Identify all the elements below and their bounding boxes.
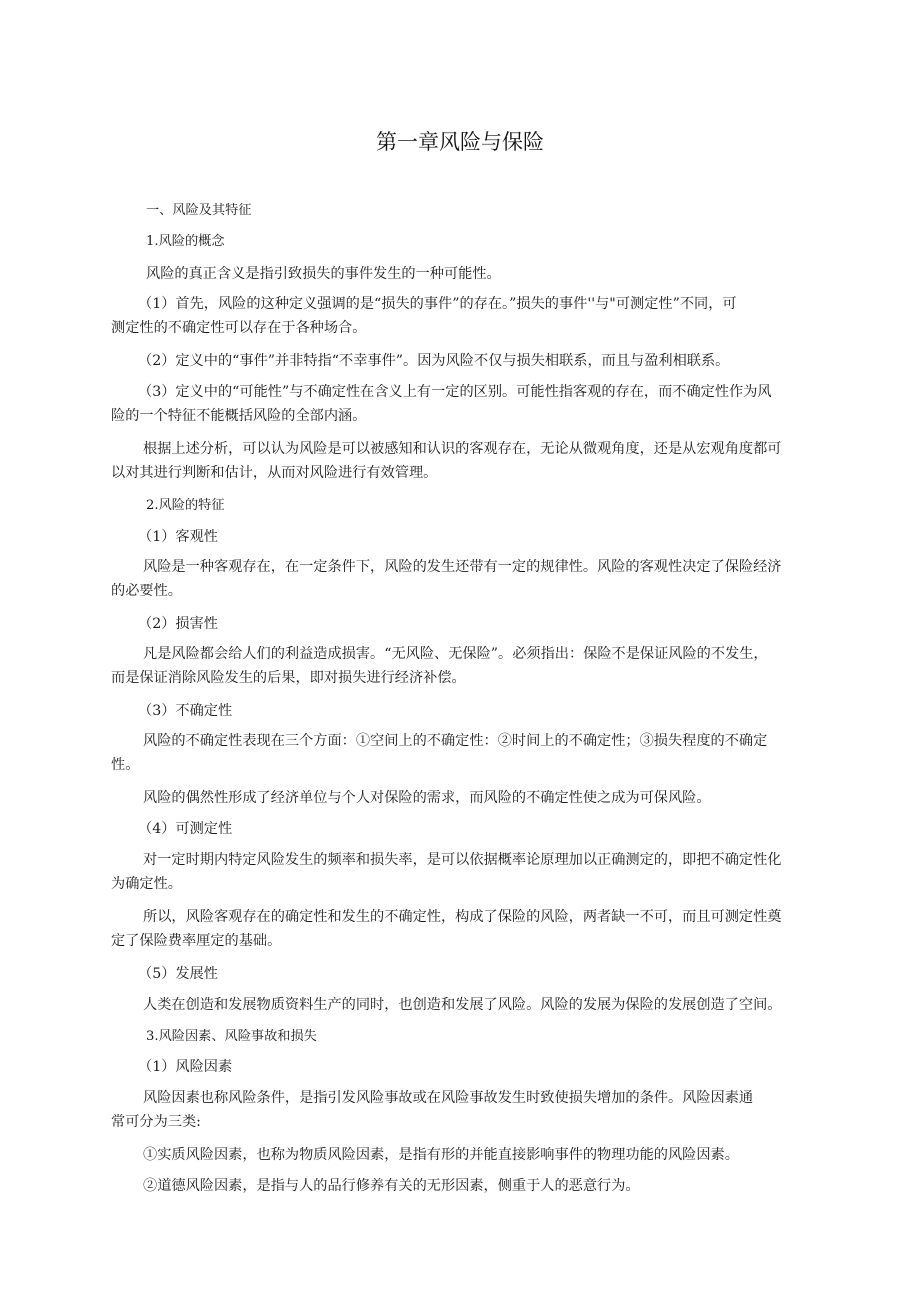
paragraph-contingency: 风险的偶然性形成了经济单位与个人对保险的需求，而风险的不确定性使之成为可保风险。 [143,790,711,806]
paragraph-analysis-line2: 以对其进行判断和估计，从而对风险进行有效管理。 [111,465,438,481]
paragraph-measurability-line1: 对一定时期内特定风险发生的频率和损失率，是可以依据概率论原理加以正确测定的，即把不确定性化 [143,852,782,868]
subsection-heading-concept: 1.风险的概念 [146,234,225,249]
paragraph-moral-hazard: ②道德风险因素，是指与人的品行修养有关的无形因素，侧重于人的恶意行为。 [143,1178,640,1194]
paragraph-point2: （2）定义中的“事件”并非特指“不幸事件”。因为风险不仅与损失相联系，而且与盈利相联系。 [138,353,730,369]
paragraph-harmfulness-line1: 凡是风险都会给人们的利益造成损害。“无风险、无保险”。必须指出：保险不是保证风险的不发生， [143,646,768,662]
paragraph-physical-hazard: ①实质风险因素，也称为物质风险因素，是指有形的并能直接影响事件的物理功能的风险因素。 [143,1147,739,1163]
paragraph-measurability-line2: 为确定性。 [111,876,182,892]
paragraph-harmfulness-line2: 而是保证消除风险发生的后果，即对损失进行经济补偿。 [111,670,466,686]
paragraph-conclusion-line2: 定了保险费率厘定的基础。 [111,933,282,949]
paragraph-point1-line1: （1）首先，风险的这种定义强调的是“损失的事件”的存在。”损失的事件''与"可测定性”不同，可 [138,296,737,312]
feature-objectivity: （1）客观性 [138,529,218,545]
paragraph-development: 人类在创造和发展物质资料生产的同时，也创造和发展了风险。风险的发展为保险的发展创造了空间。 [143,997,782,1013]
paragraph-uncertainty-line2: 性。 [111,757,140,773]
paragraph-risk-factors-line2: 常可分为三类: [111,1114,201,1130]
feature-risk-factors: （1）风险因素 [138,1059,233,1075]
paragraph-risk-factors-line1: 风险因素也称风险条件，是指引发风险事故或在风险事故发生时致使损失增加的条件。风险因素通 [143,1090,754,1106]
paragraph-objectivity-line2: 的必要性。 [111,583,182,599]
paragraph-conclusion-line1: 所以，风险客观存在的确定性和发生的不确定性，构成了保险的风险，两者缺一不可，而且可测定性奠 [143,909,782,925]
feature-measurability: （4）可测定性 [138,821,233,837]
paragraph-point3-line1: （3）定义中的“可能性”与不确定性在含义上有一定的区别。可能性指客观的存在，而不确定性作为风 [138,384,772,400]
paragraph-point1-line2: 测定性的不确定性可以存在于各种场合。 [111,320,367,336]
paragraph-point3-line2: 险的一个特征不能概括风险的全部内涵。 [111,408,367,424]
paragraph-definition: 风险的真正含义是指引致损失的事件发生的一种可能性。 [146,266,501,282]
section-heading-risk: 一、风险及其特征 [146,203,252,218]
feature-development: （5）发展性 [138,966,218,982]
page-title: 第一章风险与保险 [376,130,544,154]
feature-harmfulness: （2）损害性 [138,616,218,632]
subsection-heading-factors: 3.风险因素、风险事故和损失 [146,1029,317,1044]
paragraph-analysis-line1: 根据上述分析，可以认为风险是可以被感知和认识的客观存在，无论从微观角度，还是从宏观角度都可 [143,441,782,457]
subsection-heading-features: 2.风险的特征 [146,498,225,513]
paragraph-uncertainty-line1: 风险的不确定性表现在三个方面：①空间上的不确定性：②时间上的不确定性；③损失程度的不确定 [143,733,768,749]
feature-uncertainty: （3）不确定性 [138,703,233,719]
paragraph-objectivity-line1: 风险是一种客观存在，在一定条件下，风险的发生还带有一定的规律性。风险的客观性决定了保险经济 [143,559,782,575]
